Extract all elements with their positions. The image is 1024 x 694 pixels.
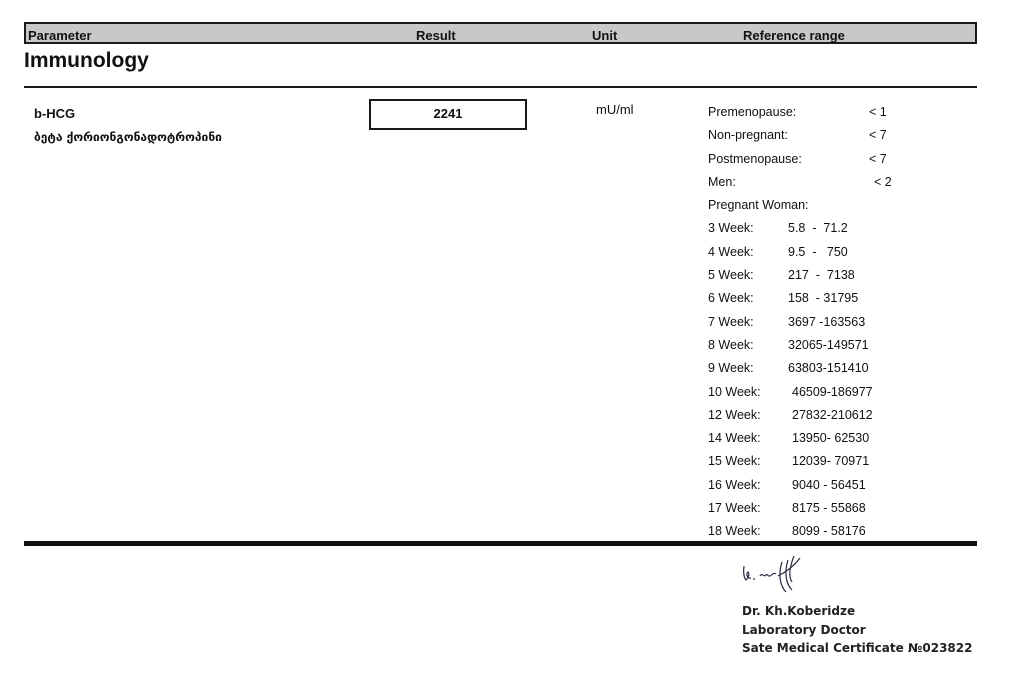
reference-value: 5.8 - 71.2 [788, 221, 848, 236]
header-parameter: Parameter [28, 28, 92, 43]
reference-value: 32065-149571 [788, 337, 869, 352]
reference-row [708, 454, 908, 477]
reference-row [708, 361, 908, 384]
reference-row [708, 268, 908, 291]
reference-row [708, 478, 908, 501]
reference-label: 12 Week: [708, 407, 761, 422]
reference-value: < 2 [874, 174, 892, 189]
reference-range-list [708, 105, 908, 548]
reference-row [708, 175, 908, 198]
reference-label: 4 Week: [708, 244, 754, 259]
doctor-signature-icon [738, 552, 808, 594]
reference-value: 8175 - 55868 [792, 501, 866, 516]
reference-value: 27832-210612 [792, 407, 873, 422]
reference-row [708, 501, 908, 524]
header-reference-range: Reference range [743, 28, 845, 43]
reference-row [708, 385, 908, 408]
header-result: Result [416, 28, 456, 43]
section-title: Immunology [24, 49, 149, 72]
reference-value: 46509-186977 [792, 384, 873, 399]
reference-label: 15 Week: [708, 454, 761, 469]
reference-label: Postmenopause: [708, 151, 802, 166]
reference-row [708, 221, 908, 244]
reference-label: 10 Week: [708, 384, 761, 399]
reference-row [708, 128, 908, 151]
doctor-info [742, 602, 972, 658]
reference-row [708, 198, 908, 221]
reference-row [708, 338, 908, 361]
reference-label: 7 Week: [708, 314, 754, 329]
reference-row [708, 408, 908, 431]
reference-label: 8 Week: [708, 337, 754, 352]
reference-label: 18 Week: [708, 524, 761, 539]
reference-row [708, 105, 908, 128]
reference-label: Pregnant Woman: [708, 198, 809, 213]
reference-value: 9040 - 56451 [792, 477, 866, 492]
reference-value: 8099 - 58176 [792, 524, 866, 539]
reference-label: Non-pregnant: [708, 128, 788, 143]
reference-label: Premenopause: [708, 105, 797, 119]
reference-label: 5 Week: [708, 268, 754, 283]
reference-label: 17 Week: [708, 501, 761, 516]
reference-label: 3 Week: [708, 221, 754, 236]
section-divider [24, 86, 977, 88]
reference-row [708, 291, 908, 314]
doctor-title: Laboratory Doctor [742, 622, 866, 637]
reference-row [708, 152, 908, 175]
test-name: b-HCG [34, 106, 76, 121]
reference-label: 9 Week: [708, 361, 754, 376]
reference-value: 158 - 31795 [788, 291, 859, 306]
reference-value: 217 - 7138 [788, 268, 855, 283]
reference-value: < 7 [869, 128, 887, 143]
reference-value: 63803-151410 [788, 361, 869, 376]
table-header [24, 22, 977, 44]
reference-row [708, 315, 908, 338]
reference-label: 14 Week: [708, 431, 761, 446]
reference-value: < 1 [869, 105, 887, 119]
test-result-value: 2241 [369, 99, 527, 130]
reference-label: Men: [708, 174, 736, 189]
reference-row [708, 245, 908, 268]
reference-value: 9.5 - 750 [788, 244, 848, 259]
doctor-name: Dr. Kh.Koberidze [742, 604, 856, 618]
reference-row [708, 431, 908, 454]
test-unit: mU/ml [596, 102, 634, 117]
header-unit: Unit [592, 28, 618, 43]
reference-label: 6 Week: [708, 291, 754, 306]
footer-divider [24, 541, 977, 546]
reference-label: 16 Week: [708, 477, 761, 492]
reference-value: 13950- 62530 [792, 431, 870, 446]
reference-value: 3697 -163563 [788, 314, 866, 329]
doctor-certificate: Sate Medical Certificate №023822 [742, 641, 973, 655]
reference-value: < 7 [869, 151, 887, 166]
test-name-local: ბეტა ქორიონგონადოტროპინი [34, 130, 222, 144]
reference-value: 12039- 70971 [792, 454, 870, 469]
